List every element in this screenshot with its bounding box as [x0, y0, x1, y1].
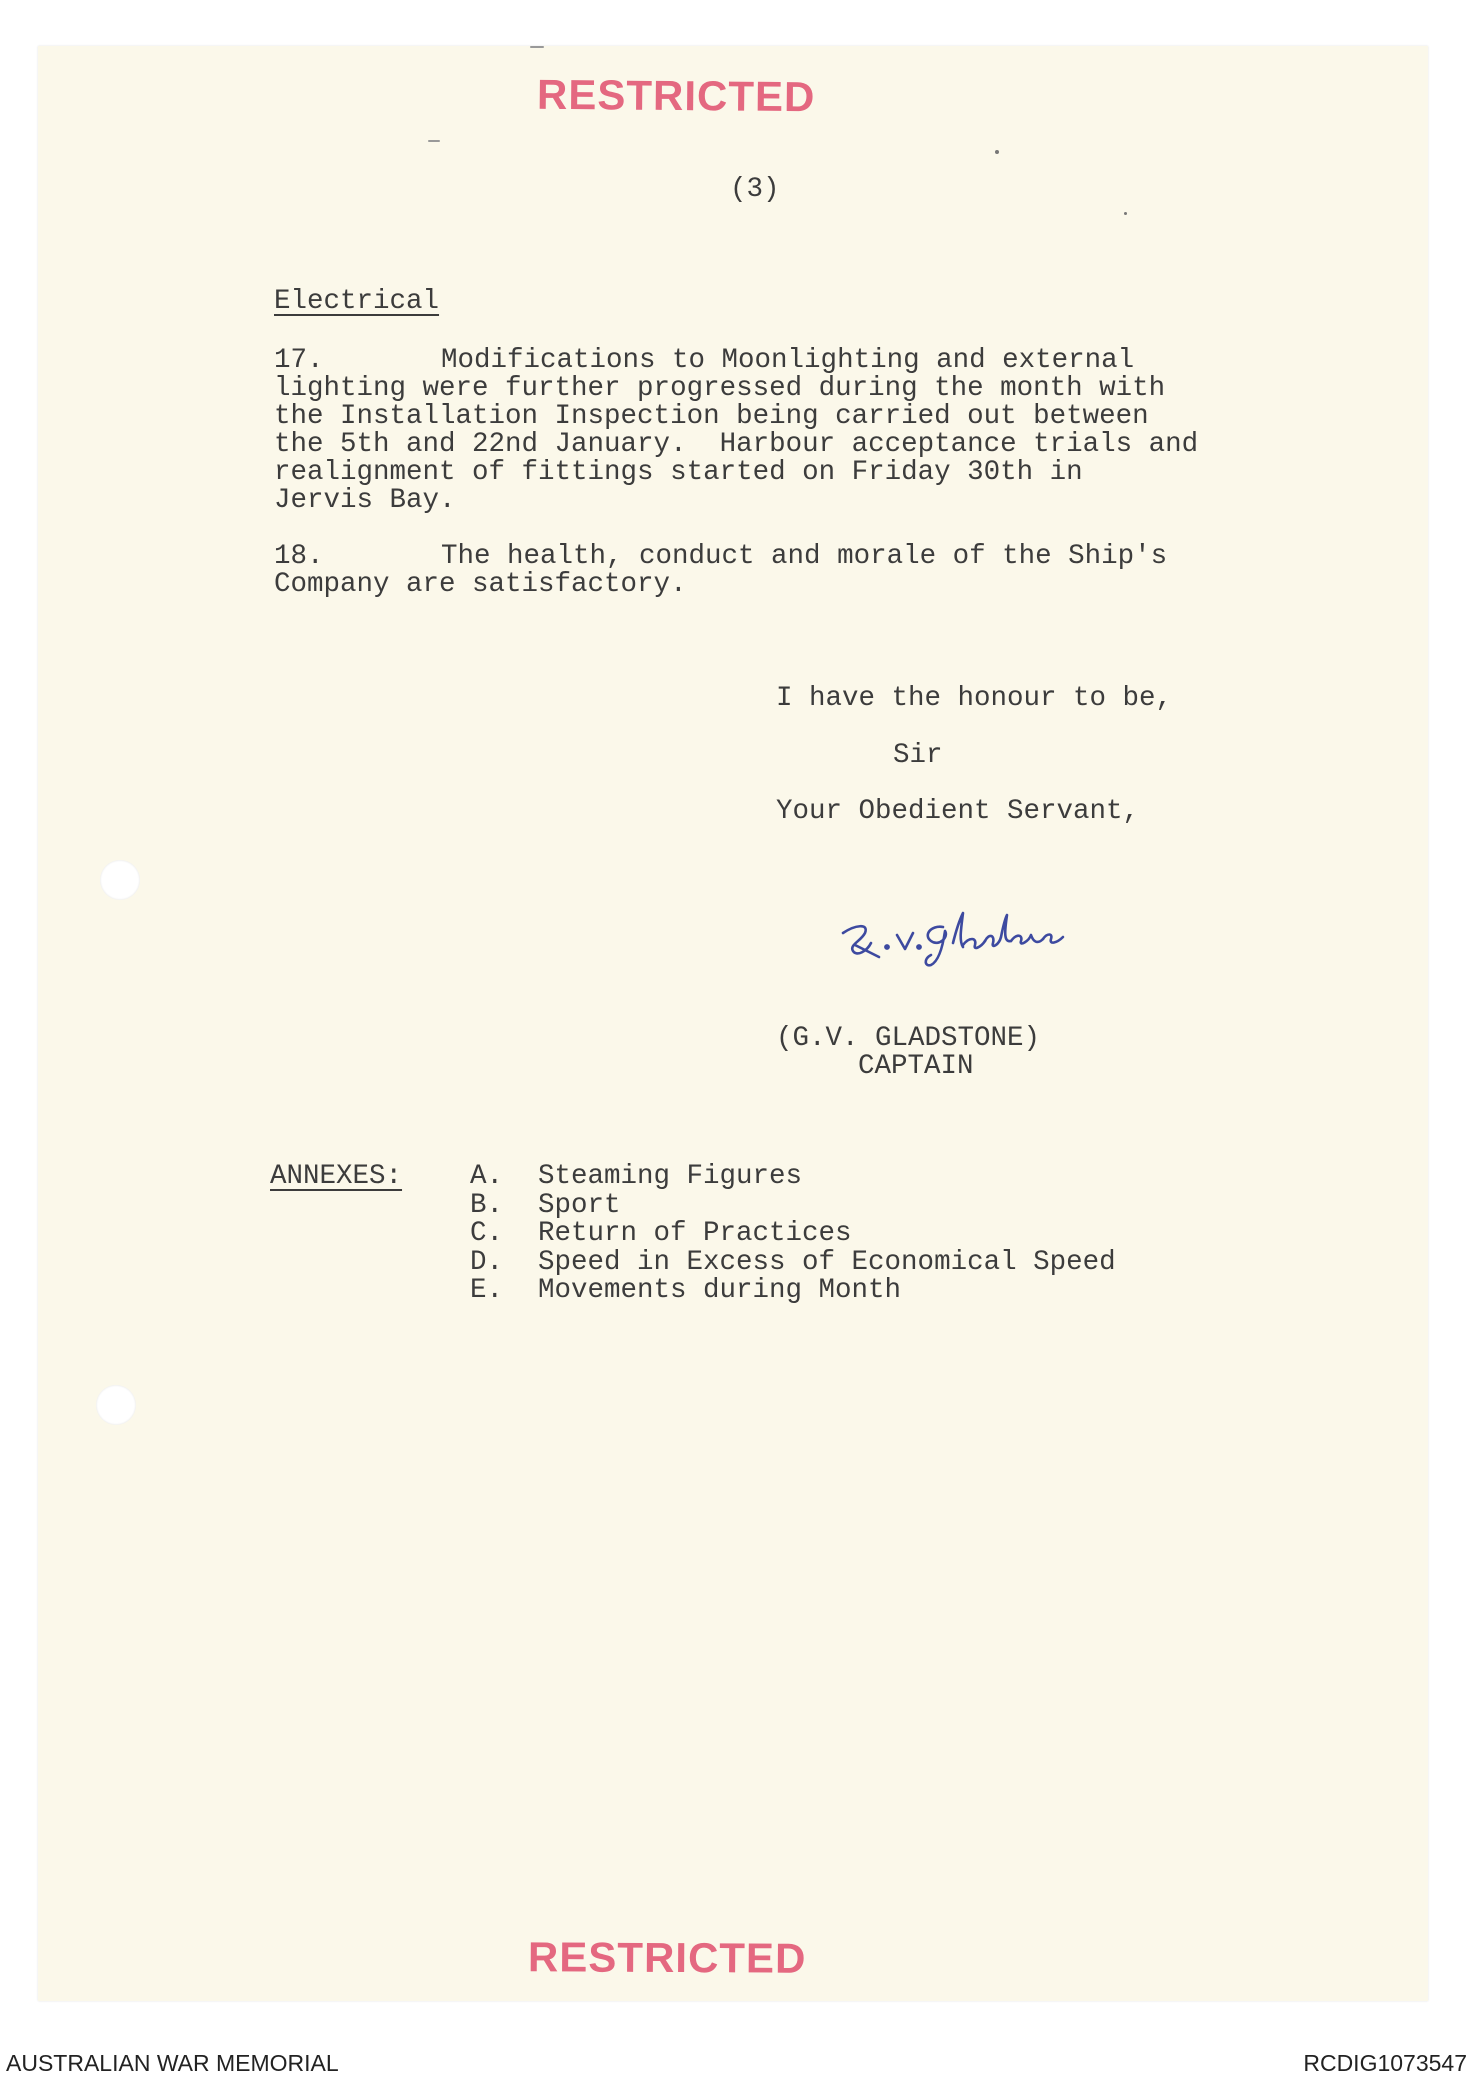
- archive-reference: RCDIG1073547: [1303, 2050, 1467, 2076]
- annex-item: [470, 1189, 1116, 1221]
- annex-letter: B.: [470, 1189, 504, 1221]
- closing-line-servant: Your Obedient Servant,: [776, 796, 1140, 827]
- annex-letter: E.: [470, 1275, 504, 1306]
- annex-letter: C.: [470, 1218, 504, 1249]
- paragraph-18: [274, 543, 1167, 599]
- restricted-stamp-top: RESTRICTED: [536, 70, 816, 121]
- annex-item: [470, 1246, 1116, 1278]
- annex-list: [470, 1163, 1116, 1306]
- annex-title: Movements during Month: [538, 1275, 902, 1306]
- annex-title: Return of Practices: [538, 1218, 852, 1249]
- annex-item: [470, 1220, 1116, 1249]
- annex-letter: A.: [470, 1161, 504, 1192]
- paper-speck: [530, 46, 544, 48]
- closing-line-honour: I have the honour to be,: [776, 683, 1173, 714]
- paper-speck: [1124, 212, 1127, 215]
- signatory-rank: CAPTAIN: [858, 1051, 974, 1082]
- handwritten-signature: [835, 905, 1080, 975]
- punch-hole: [100, 860, 140, 900]
- paragraph-number: 17.: [274, 345, 324, 376]
- annex-title: Sport: [538, 1189, 621, 1221]
- paragraph-line: the 5th and 22nd January. Harbour acceptance trials and: [274, 429, 1199, 460]
- paragraph-line: The health, conduct and morale of the Ship's: [441, 541, 1168, 572]
- paragraph-line: lighting were further progressed during the month with: [274, 373, 1166, 404]
- paragraph-line: Jervis Bay.: [274, 485, 456, 516]
- closing-line-sir: Sir: [893, 740, 943, 771]
- annexes-label: ANNEXES:: [270, 1161, 403, 1192]
- section-heading: Electrical: [274, 286, 440, 317]
- annex-item: [470, 1277, 1116, 1306]
- annex-title: Speed in Excess of Economical Speed: [538, 1246, 1116, 1278]
- annex-letter: D.: [470, 1246, 504, 1278]
- paragraph-number: 18.: [274, 541, 324, 572]
- page-number: (3): [730, 174, 780, 205]
- annex-title: Steaming Figures: [538, 1161, 803, 1192]
- paper-speck: [995, 150, 999, 154]
- paper-speck: [428, 140, 440, 142]
- paragraph-line: the Installation Inspection being carried out between: [274, 401, 1149, 432]
- paragraph-line: Company are satisfactory.: [274, 569, 687, 600]
- restricted-stamp-bottom: RESTRICTED: [527, 1933, 807, 1982]
- archive-credit: AUSTRALIAN WAR MEMORIAL: [6, 2050, 339, 2076]
- paragraph-line: realignment of fittings started on Friday 30th in: [274, 457, 1083, 488]
- punch-hole: [96, 1385, 136, 1425]
- signatory-name: (G.V. GLADSTONE): [776, 1023, 1041, 1054]
- paragraph-17: [274, 347, 1198, 515]
- document-page: [38, 46, 1428, 2001]
- annex-item: [470, 1163, 1116, 1192]
- paragraph-line: Modifications to Moonlighting and external: [441, 345, 1135, 376]
